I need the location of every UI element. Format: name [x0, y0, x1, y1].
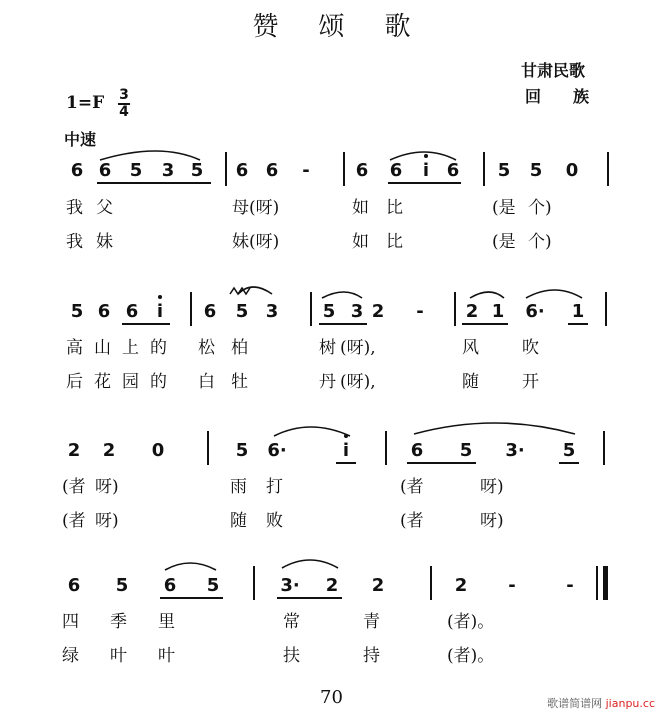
- lyric: (者: [400, 477, 424, 497]
- slur: [100, 151, 200, 160]
- note: 5: [129, 160, 143, 181]
- lyric: 后: [66, 372, 83, 392]
- note: 2: [371, 575, 385, 596]
- slur: [274, 427, 350, 436]
- note: 6: [98, 160, 112, 181]
- note: i: [422, 160, 430, 181]
- note: 2: [67, 440, 81, 461]
- lyric: 个): [528, 232, 552, 252]
- lyric: (者: [62, 477, 86, 497]
- note: 6: [203, 301, 217, 322]
- slur: [165, 563, 216, 570]
- note: 3: [265, 301, 279, 322]
- lyric: 父: [96, 198, 113, 218]
- lyric: (者: [400, 511, 424, 531]
- lyric: 叶: [110, 646, 127, 666]
- lyric: 四: [62, 612, 79, 632]
- lyric: (是: [492, 198, 516, 218]
- note: 6: [125, 301, 139, 322]
- lyric: 山: [94, 338, 111, 358]
- note: 5: [235, 440, 249, 461]
- lyric: 妹: [96, 232, 113, 252]
- note: 5: [529, 160, 543, 181]
- key-signature: 1=F: [66, 93, 105, 113]
- lyric: 比: [386, 232, 403, 252]
- lyric: 如: [352, 232, 369, 252]
- note: 1: [491, 301, 505, 322]
- slur: [282, 560, 338, 568]
- lyric: 母(呀): [232, 198, 280, 218]
- note: 0: [565, 160, 579, 181]
- slur: [470, 292, 504, 298]
- lyric: 青: [363, 612, 380, 632]
- note: 2: [102, 440, 116, 461]
- lyric: 园: [122, 372, 139, 392]
- lyric: 松: [198, 338, 215, 358]
- slur: [526, 290, 582, 298]
- lyric: 的: [150, 338, 167, 358]
- note: 5: [562, 440, 576, 461]
- note: 6: [67, 575, 81, 596]
- lyric: 白: [198, 372, 215, 392]
- lyric: 随: [462, 372, 479, 392]
- lyric: 我: [66, 198, 83, 218]
- note: 6: [163, 575, 177, 596]
- note: -: [416, 301, 424, 322]
- note: 3: [161, 160, 175, 181]
- lyric: 花: [94, 372, 111, 392]
- note: 6·: [267, 440, 287, 461]
- note: 2: [465, 301, 479, 322]
- note: 5: [206, 575, 220, 596]
- song-title: 赞颂歌: [252, 12, 451, 42]
- note: 6: [265, 160, 279, 181]
- lyric: 季: [110, 612, 127, 632]
- page-number: 70: [320, 687, 343, 708]
- lyric: (是: [492, 232, 516, 252]
- meter-top: 3: [119, 87, 129, 103]
- lyric: (者: [62, 511, 86, 531]
- lyric: 高: [66, 338, 83, 358]
- lyric: 败: [266, 511, 283, 531]
- meter-bottom: 4: [119, 104, 129, 120]
- note: 5: [322, 301, 336, 322]
- lyric: 呀): [480, 477, 504, 497]
- note: 2: [371, 301, 385, 322]
- slur: [322, 292, 362, 298]
- lyric: 绿: [62, 646, 79, 666]
- note: 5: [190, 160, 204, 181]
- note: -: [566, 575, 574, 596]
- watermark-site: 歌谱简谱网: [547, 697, 603, 710]
- watermark: [547, 695, 655, 711]
- lyric: 吹: [522, 338, 539, 358]
- note: 6: [70, 160, 84, 181]
- note: 3·: [280, 575, 300, 596]
- lyric: 比: [386, 198, 403, 218]
- note: 6: [446, 160, 460, 181]
- lyric: (呀),: [340, 372, 376, 392]
- lyric: 雨: [230, 477, 247, 497]
- lyric: 妹(呀): [232, 232, 280, 252]
- note: i: [342, 440, 350, 461]
- lyric: 常: [283, 612, 300, 632]
- slur: [414, 423, 575, 434]
- lyric: 随: [230, 511, 247, 531]
- lyric: (者)。: [447, 612, 495, 632]
- lyric: (者)。: [447, 646, 495, 666]
- note: 5: [497, 160, 511, 181]
- lyric: (呀),: [340, 338, 376, 358]
- slur: [390, 152, 456, 160]
- lyric: 牡: [231, 372, 248, 392]
- note: 0: [151, 440, 165, 461]
- note: 6·: [525, 301, 545, 322]
- note: 3·: [505, 440, 525, 461]
- watermark-domain: jianpu.cc: [605, 697, 655, 710]
- lyric: 打: [266, 477, 283, 497]
- note: 5: [459, 440, 473, 461]
- note: 1: [571, 301, 585, 322]
- note: -: [508, 575, 516, 596]
- lyric: 里: [158, 612, 175, 632]
- note: 5: [70, 301, 84, 322]
- note: 6: [355, 160, 369, 181]
- lyric: 持: [363, 646, 380, 666]
- lyric: 树: [319, 338, 336, 358]
- lyric: 的: [150, 372, 167, 392]
- note: 6: [97, 301, 111, 322]
- lyric: 呀): [95, 477, 119, 497]
- lyric: 呀): [95, 511, 119, 531]
- source-credit: 甘肃民歌: [521, 61, 586, 80]
- lyric: 呀): [480, 511, 504, 531]
- lyric: 柏: [231, 338, 248, 358]
- note: 6: [235, 160, 249, 181]
- note: 2: [325, 575, 339, 596]
- lyric: 个): [528, 198, 552, 218]
- lyric: 扶: [283, 646, 300, 666]
- lyric: 我: [66, 232, 83, 252]
- note: 3: [350, 301, 364, 322]
- note: i: [156, 301, 164, 322]
- lyric: 丹: [319, 372, 336, 392]
- lyric: 如: [352, 198, 369, 218]
- lyric: 开: [522, 372, 539, 392]
- note: 5: [115, 575, 129, 596]
- lyric: 上: [122, 338, 139, 358]
- lyric: 叶: [158, 646, 175, 666]
- tempo-marking: 中速: [64, 130, 97, 149]
- ethnic-credit: 回 族: [525, 87, 590, 106]
- note: -: [302, 160, 310, 181]
- note: 6: [410, 440, 424, 461]
- note: 5: [235, 301, 249, 322]
- note: 2: [454, 575, 468, 596]
- lyric: 风: [462, 338, 479, 358]
- note: 6: [389, 160, 403, 181]
